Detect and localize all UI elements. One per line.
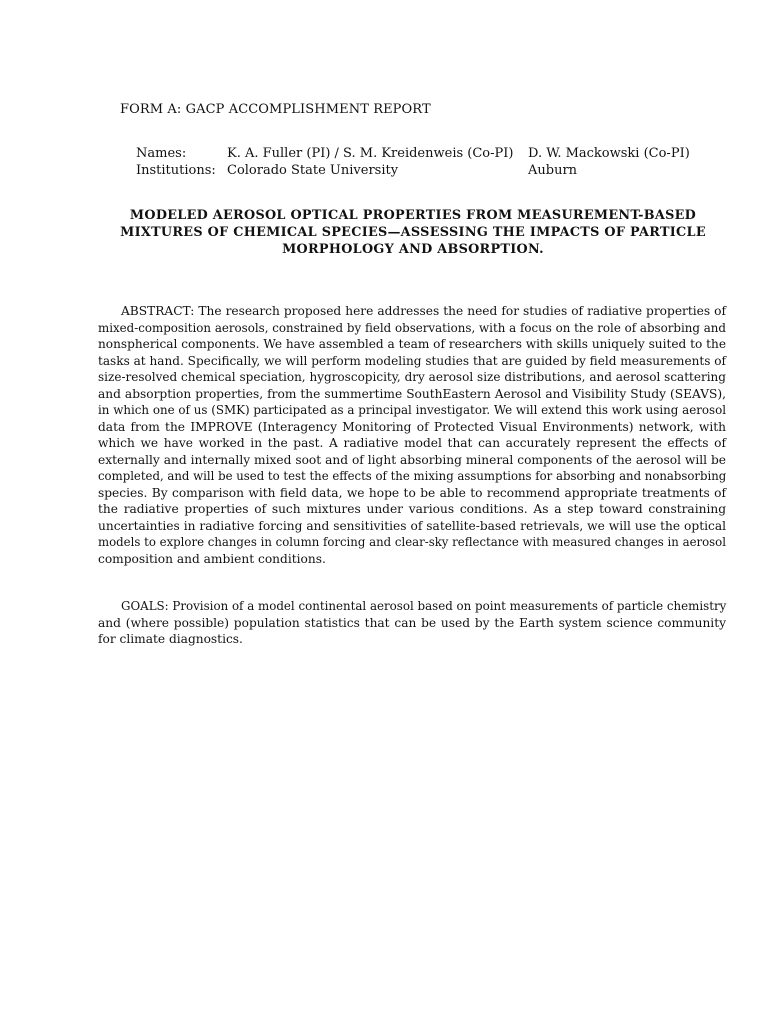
abstract-line: which we have worked in the past. A radiative model that can accurately represent the effects of <box>98 436 726 450</box>
abstract-paragraph <box>98 303 726 567</box>
abstract-line: data from the IMPROVE (Interagency Monitoring of Protected Visual Environments) network, with <box>98 419 726 434</box>
institutions-label: Institutions: <box>136 163 216 178</box>
goals-line: for climate diagnostics. <box>98 632 243 646</box>
title-line: MORPHOLOGY AND ABSORPTION. <box>282 242 544 257</box>
goals-line: and (where possible) population statistics that can be used by the Earth system science community <box>98 615 726 630</box>
abstract-line: composition and ambient conditions. <box>98 551 326 566</box>
title-line: MODELED AEROSOL OPTICAL PROPERTIES FROM MEASUREMENT-BASED <box>129 208 697 223</box>
abstract-line: in which one of us (SMK) participated as a principal investigator. We will extend this work using aerosol <box>98 403 727 417</box>
abstract-line: tasks at hand. Specifically, we will perform modeling studies that are guided by field measurements of <box>98 353 726 368</box>
institution-csu: Colorado State University <box>227 163 399 178</box>
report-title <box>96 207 730 258</box>
abstract-line: species. By comparison with field data, we hope to be able to recommend appropriate treatments of <box>98 485 726 500</box>
form-heading: FORM A: GACP ACCOMPLISHMENT REPORT <box>120 102 431 117</box>
abstract-line: the radiative properties of such mixtures under various conditions. As a step toward constraining <box>98 502 726 516</box>
abstract-line: and absorption properties, from the summertime SouthEastern Aerosol and Visibility Study (SEAVS), <box>98 386 726 401</box>
names-pi: K. A. Fuller (PI) / S. M. Kreidenweis (Co-PI) <box>227 146 514 161</box>
title-line: MIXTURES OF CHEMICAL SPECIES—ASSESSING THE IMPACTS OF PARTICLE <box>120 225 706 240</box>
institution-auburn: Auburn <box>528 163 578 178</box>
abstract-line: externally and internally mixed soot and of light absorbing mineral components of the aerosol will be <box>98 452 726 467</box>
abstract-line: size-resolved chemical speciation, hygroscopicity, dry aerosol size distributions, and aerosol scattering <box>98 370 726 384</box>
names-label: Names: <box>136 146 187 161</box>
goals-paragraph <box>98 598 726 648</box>
abstract-line: uncertainties in radiative forcing and sensitivities of satellite-based retrievals, we will use the optical <box>98 518 726 533</box>
abstract-line: models to explore changes in column forcing and clear-sky reflectance with measured changes in aerosol <box>98 535 726 549</box>
abstract-line: ABSTRACT: The research proposed here addresses the need for studies of radiative properties of <box>121 304 726 318</box>
names-copi: D. W. Mackowski (Co-PI) <box>528 146 690 161</box>
abstract-line: mixed-composition aerosols, constrained by field observations, with a focus on the role of absorbing and <box>98 320 726 335</box>
abstract-line: nonspherical components. We have assembled a team of researchers with skills uniquely suited to the <box>98 337 726 351</box>
abstract-line: completed, and will be used to test the effects of the mixing assumptions for absorbing and nonabsorbing <box>98 469 727 483</box>
goals-line: GOALS: Provision of a model continental aerosol based on point measurements of particle chemistry <box>121 599 727 613</box>
